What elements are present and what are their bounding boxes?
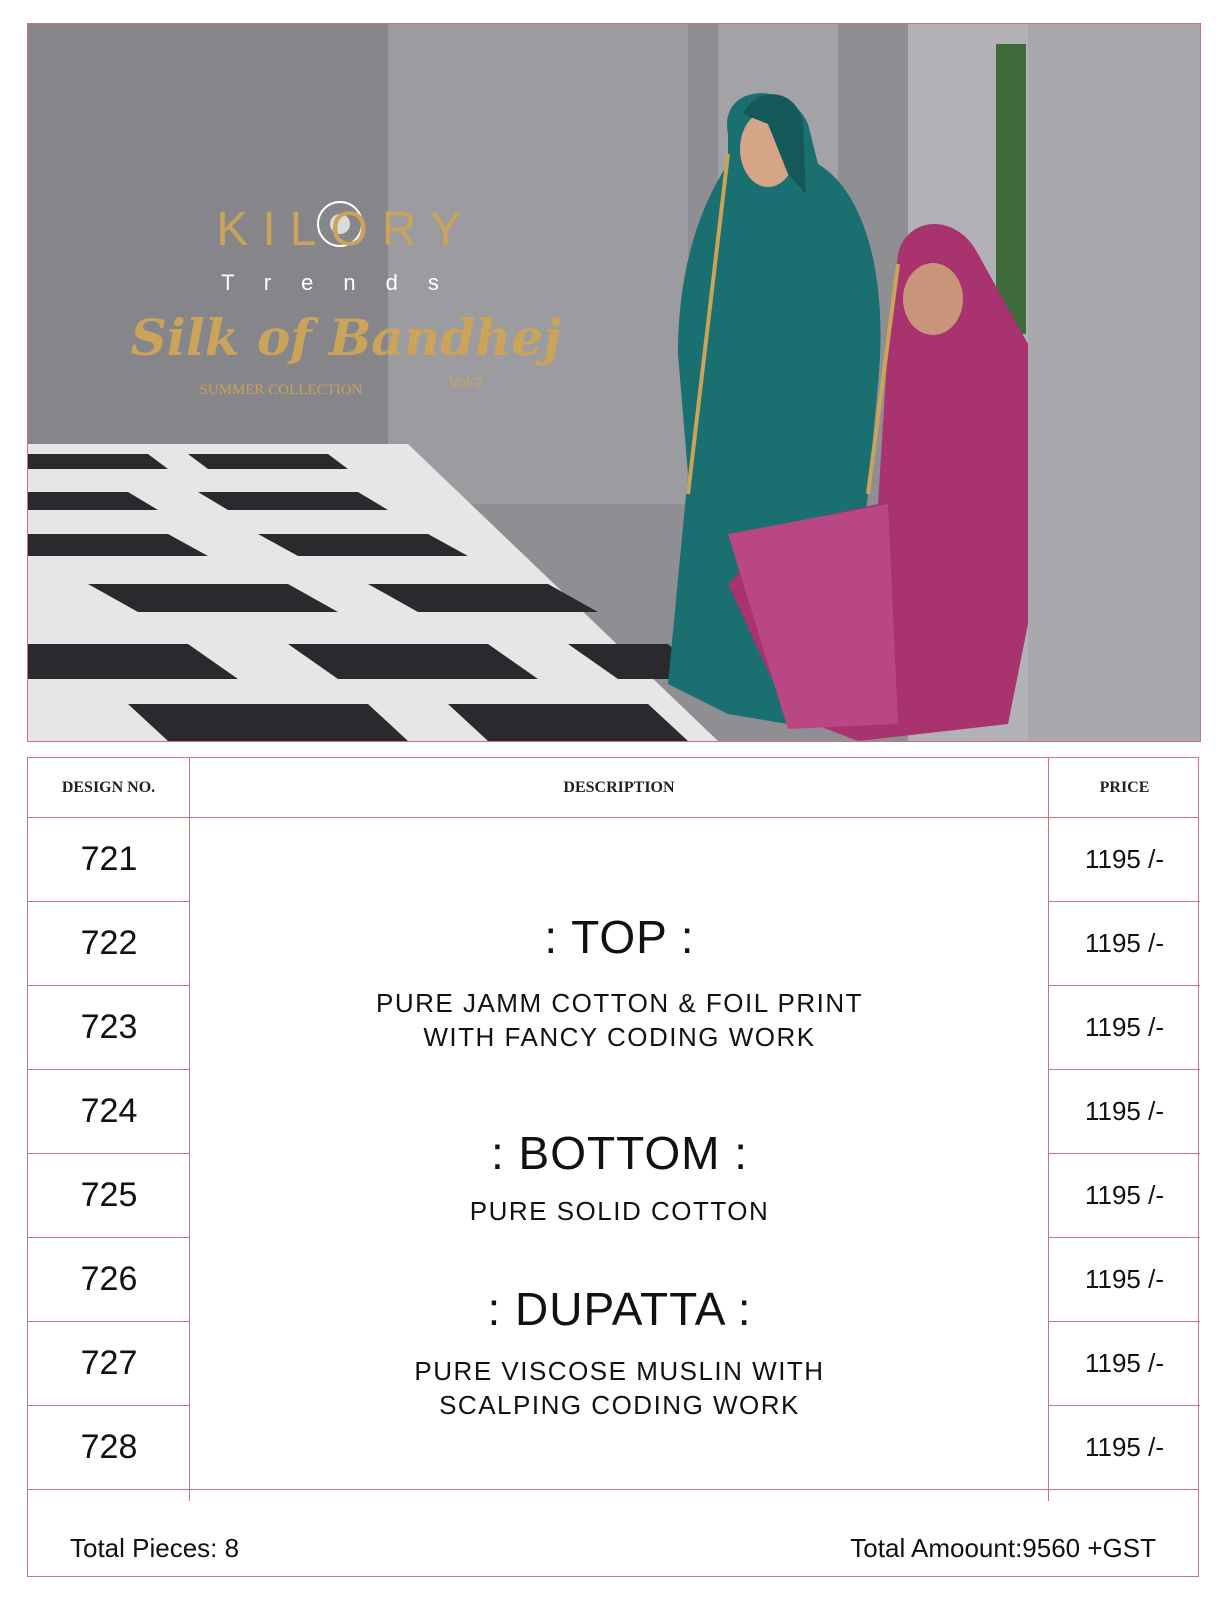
price-cell: 1195 /- [1084, 1432, 1164, 1462]
description-bottom-heading: : BOTTOM : [490, 1127, 749, 1179]
price-cell: 1195 /- [1084, 1180, 1164, 1210]
price-cell: 1195 /- [1084, 1264, 1164, 1294]
collection-volume: Vol-2 [448, 374, 484, 391]
brand-subtitle: Trends [221, 270, 469, 295]
total-amount: Total Amoount:9560 +GST [850, 1533, 1156, 1563]
price-cell: 1195 /- [1084, 928, 1164, 958]
price-cell: 1195 /- [1084, 1096, 1164, 1126]
header-design-no: DESIGN NO. [61, 778, 156, 796]
design-no-cell: 725 [80, 1176, 138, 1214]
hero-image [27, 23, 1201, 742]
design-no-cell: 721 [80, 840, 138, 878]
design-no-cell: 723 [80, 1008, 138, 1046]
price-cell: 1195 /- [1084, 844, 1164, 874]
description-top-heading: : TOP : [544, 911, 695, 963]
design-no-cell: 727 [80, 1344, 138, 1382]
footer-divider [28, 1489, 1198, 1490]
description-dupatta-line1: PURE VISCOSE MUSLIN WITH [414, 1356, 825, 1386]
design-no-cell: 722 [80, 924, 138, 962]
total-pieces: Total Pieces: 8 [70, 1533, 240, 1563]
price-cell: 1195 /- [1084, 1012, 1164, 1042]
description-dupatta-heading: : DUPATTA : [487, 1283, 752, 1335]
header-divider [28, 817, 1198, 818]
collection-title: Silk of Bandhej [130, 308, 562, 367]
price-cell: 1195 /- [1084, 1348, 1164, 1378]
description-top-line2: WITH FANCY CODING WORK [423, 1022, 816, 1052]
design-no-cell: 728 [80, 1428, 138, 1466]
design-no-cell: 724 [80, 1092, 138, 1130]
description-top-line1: PURE JAMM COTTON & FOIL PRINT [376, 988, 863, 1018]
description-bottom-line1: PURE SOLID COTTON [469, 1196, 770, 1226]
catalog-table [27, 757, 1199, 1577]
collection-label: SUMMER COLLECTION [199, 382, 363, 398]
header-price: PRICE [1099, 778, 1150, 796]
description-dupatta-line2: SCALPING CODING WORK [439, 1390, 800, 1420]
header-description: DESCRIPTION [563, 778, 675, 796]
design-no-cell: 726 [80, 1260, 138, 1298]
brand-logo: KILORY [216, 203, 476, 256]
